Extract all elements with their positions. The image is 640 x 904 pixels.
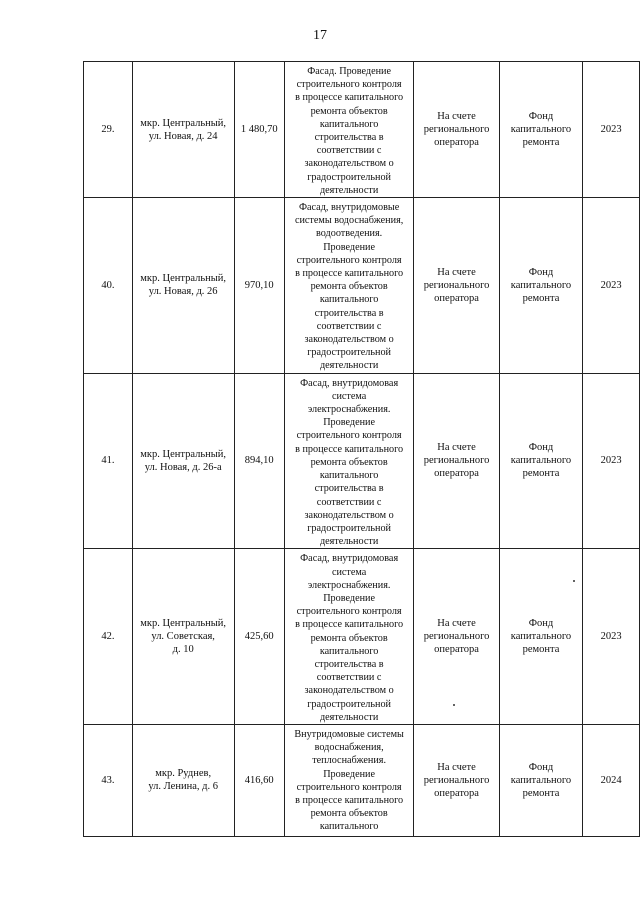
page-number: 17 <box>313 28 327 43</box>
table-row <box>84 724 640 836</box>
row-number: 40. <box>84 198 133 374</box>
row-number: 43. <box>84 724 133 836</box>
scan-speck <box>453 704 455 706</box>
area-cell: 1 480,70 <box>234 62 284 198</box>
address-cell: мкр. Руднев, ул. Ленина, д. 6 <box>132 724 234 836</box>
year-cell: 2023 <box>583 198 640 374</box>
year-cell: 2023 <box>583 62 640 198</box>
work-description-cell: Фасад. Проведение строительного контроля в процессе капитального ремонта объектов капитального строительства в соответствии с законодательством о градостроительной деятельности <box>284 62 413 198</box>
row-number: 41. <box>84 373 133 549</box>
area-cell: 416,60 <box>234 724 284 836</box>
account-cell: На счете регионального оператора <box>414 198 499 374</box>
repair-schedule-table <box>83 61 640 837</box>
address-cell: мкр. Центральный, ул. Новая, д. 26-а <box>132 373 234 549</box>
table-row <box>84 62 640 198</box>
work-description-cell: Фасад, внутридомовые системы водоснабжения, водоотведения. Проведение строительного контроля в процессе капитального ремонта объектов капитального строительства в соответствии с законодательством о градостроительной деятельности <box>284 198 413 374</box>
funding-source-cell: Фонд капитального ремонта <box>499 373 582 549</box>
area-cell: 894,10 <box>234 373 284 549</box>
account-cell: На счете регионального оператора <box>414 724 499 836</box>
account-cell: На счете регионального оператора <box>414 62 499 198</box>
row-number: 42. <box>84 549 133 725</box>
funding-source-cell: Фонд капитального ремонта <box>499 62 582 198</box>
area-cell: 970,10 <box>234 198 284 374</box>
account-cell: На счете регионального оператора <box>414 549 499 725</box>
address-cell: мкр. Центральный, ул. Новая, д. 26 <box>132 198 234 374</box>
account-cell: На счете регионального оператора <box>414 373 499 549</box>
scan-speck <box>573 580 575 582</box>
funding-source-cell: Фонд капитального ремонта <box>499 549 582 725</box>
work-description-cell: Внутридомовые системы водоснабжения, теплоснабжения. Проведение строительного контроля в процессе капитального ремонта объектов капитального <box>284 724 413 836</box>
table-row <box>84 549 640 725</box>
work-description-cell: Фасад, внутридомовая система электроснабжения. Проведение строительного контроля в процессе капитального ремонта объектов капитального строительства в соответствии с законодательством о градостроительной деятельности <box>284 373 413 549</box>
address-cell: мкр. Центральный, ул. Новая, д. 24 <box>132 62 234 198</box>
area-cell: 425,60 <box>234 549 284 725</box>
year-cell: 2023 <box>583 549 640 725</box>
work-description-cell: Фасад, внутридомовая система электроснабжения. Проведение строительного контроля в процессе капитального ремонта объектов капитального строительства в соответствии с законодательством о градостроительной деятельности <box>284 549 413 725</box>
funding-source-cell: Фонд капитального ремонта <box>499 724 582 836</box>
year-cell: 2023 <box>583 373 640 549</box>
address-cell: мкр. Центральный, ул. Советская, д. 10 <box>132 549 234 725</box>
table-row <box>84 373 640 549</box>
funding-source-cell: Фонд капитального ремонта <box>499 198 582 374</box>
table-row <box>84 198 640 374</box>
row-number: 29. <box>84 62 133 198</box>
year-cell: 2024 <box>583 724 640 836</box>
